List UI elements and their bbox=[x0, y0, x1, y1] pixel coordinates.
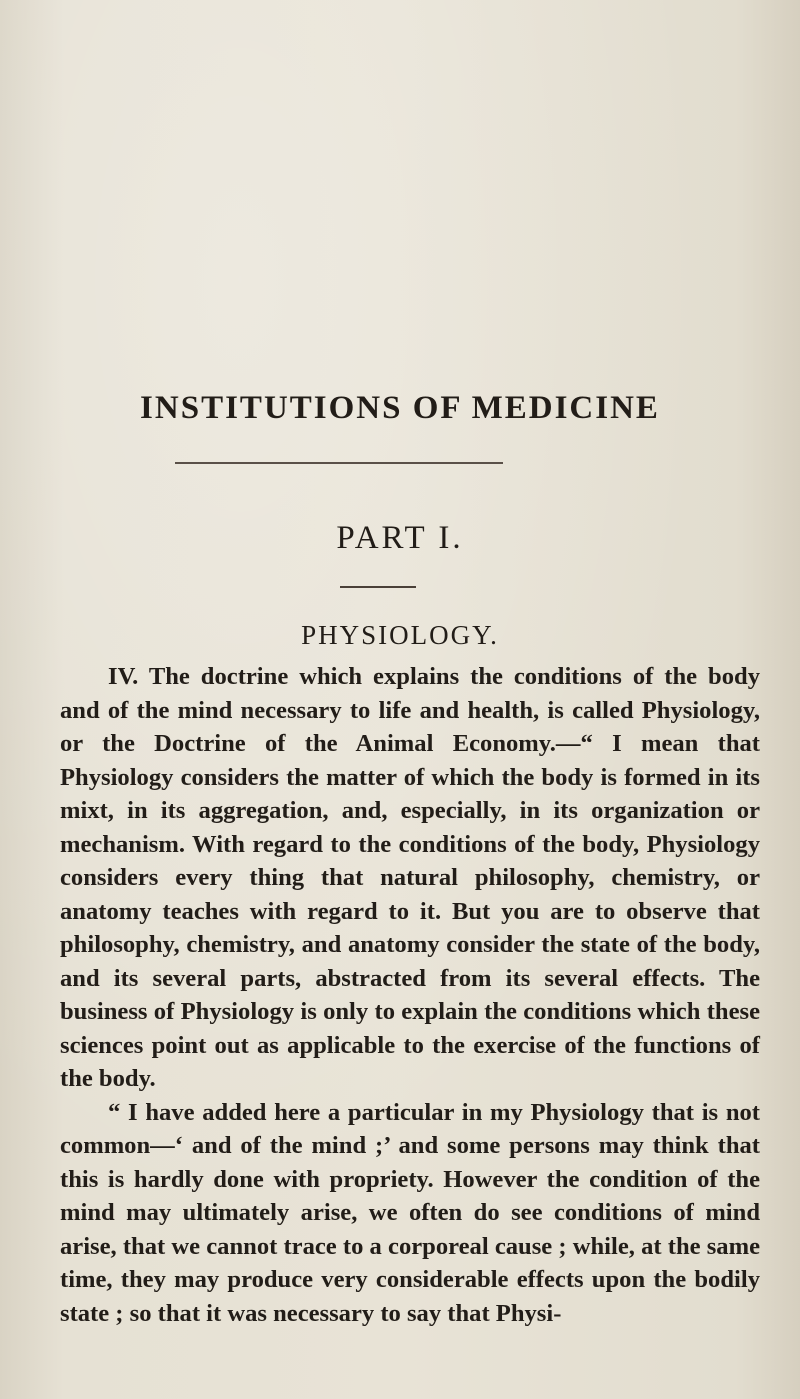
part-rule bbox=[340, 586, 416, 588]
title-rule bbox=[175, 462, 503, 464]
book-title: INSTITUTIONS OF MEDICINE bbox=[140, 390, 660, 426]
paragraph-2: “ I have added here a particular in my Physiology that is not common—‘ and of the mind ;’ and some persons may think that this is hardly done with propriety. However the condition of the mind may ultimately arise, we often do see conditions of mind arise, that we cannot trace to a corporeal cause ; while, at the same time, they may produce very considerable effects upon the bodily state ; so that it was necessary to say that Physi- bbox=[60, 1098, 760, 1327]
part-heading: PART I. bbox=[336, 520, 464, 556]
section-heading: PHYSIOLOGY. bbox=[301, 620, 499, 650]
paragraph-1: IV. The doctrine which explains the conditions of the body and of the mind necessary to life and health, is called Physiology, or the Doctrine of the Animal Economy.—“ I mean that Physiology considers the matter of which the body is formed in its mixt, in its aggregation, and, especially, in its organization or mechanism. With regard to the conditions of the body, Physiology considers every thing that natural philosophy, chemistry, or anatomy teaches with regard to it. But you are to observe that philosophy, chemistry, and anatomy consider the state of the body, and its several parts, abstracted from its several effects. The business of Physiology is only to explain the conditions which these sciences point out as applicable to the exercise of the functions of the body. bbox=[60, 663, 760, 1092]
body-text bbox=[60, 660, 760, 1330]
